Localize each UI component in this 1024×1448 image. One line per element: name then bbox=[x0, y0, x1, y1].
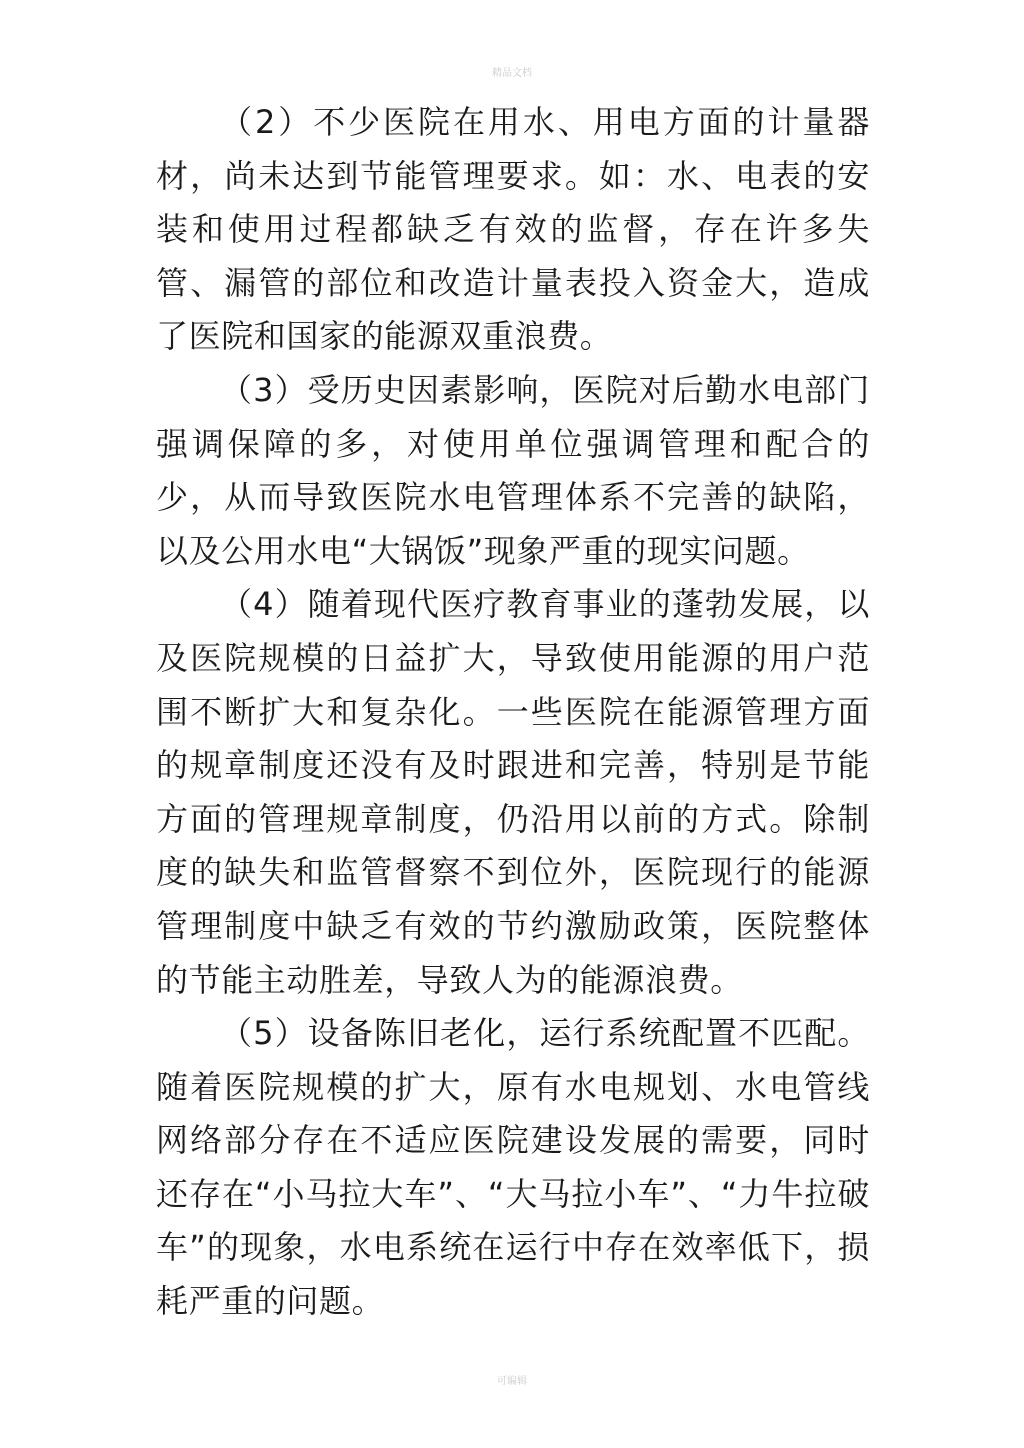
page-footer-note: 可编辑 bbox=[497, 1376, 527, 1387]
document-body bbox=[156, 96, 870, 1329]
paragraph-item-4: （4）随着现代医疗教育事业的蓬勃发展，以及医院规模的日益扩大，导致使用能源的用户范围不断扩大和复杂化。一些医院在能源管理方面的规章制度还没有及时跟进和完善，特别是节能方面的管理规章制度，仍沿用以前的方式。除制度的缺失和监管督察不到位外，医院现行的能源管理制度中缺乏有效的节约激励政策，医院整体的节能主动胜差，导致人为的能源浪费。 bbox=[156, 585, 870, 999]
paragraph-item-3: （3）受历史因素影响，医院对后勤水电部门强调保障的多，对使用单位强调管理和配合的少，从而导致医院水电管理体系不完善的缺陷，以及公用水电“大锅饭”现象严重的现实问题。 bbox=[156, 370, 870, 570]
page-header-note: 精品文档 bbox=[492, 68, 532, 79]
paragraph-item-2: （2）不少医院在用水、用电方面的计量器材，尚未达到节能管理要求。如：水、电表的安装和使用过程都缺乏有效的监督，存在许多失管、漏管的部位和改造计量表投入资金大，造成了医院和国家的能源双重浪费。 bbox=[156, 103, 870, 356]
paragraph-item-5: （5）设备陈旧老化，运行系统配置不匹配。随着医院规模的扩大，原有水电规划、水电管线网络部分存在不适应医院建设发展的需要，同时还存在“小马拉大车”、“大马拉小车”、“力牛拉破车”的现象，水电系统在运行中存在效率低下，损耗严重的问题。 bbox=[156, 1014, 870, 1321]
